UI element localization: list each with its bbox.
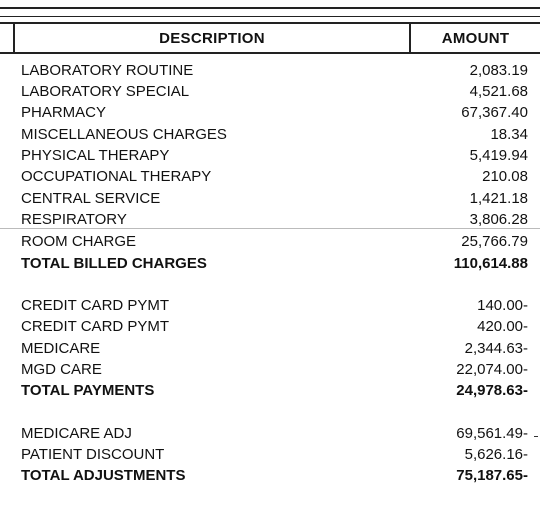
adjustment-row: [0, 425, 540, 445]
charge-description: MISCELLANEOUS CHARGES: [21, 126, 227, 143]
charge-amount: 210.08: [482, 168, 528, 185]
total-billed-charges-row: [0, 255, 540, 275]
charge-description: PHARMACY: [21, 104, 107, 121]
amount-column-header: AMOUNT: [441, 29, 510, 47]
charge-amount: 1,421.18: [469, 190, 528, 207]
charge-row: [0, 147, 540, 167]
payment-amount: 420.00-: [477, 318, 528, 335]
adjustment-row: [0, 446, 540, 466]
total-payments-amount: 24,978.63-: [456, 382, 528, 399]
payment-amount: 140.00-: [477, 297, 528, 314]
payment-row: [0, 297, 540, 317]
adjustment-amount: 5,626.16-: [464, 446, 528, 463]
charge-amount: 5,419.94: [469, 147, 528, 164]
total-adjustments-row: [0, 467, 540, 487]
payment-description: CREDIT CARD PYMT: [21, 297, 170, 314]
payment-row: [0, 318, 540, 338]
payment-amount: 2,344.63-: [464, 340, 528, 357]
total-billed-label: TOTAL BILLED CHARGES: [21, 255, 207, 272]
payment-row: [0, 361, 540, 381]
total-adjustments-amount: 75,187.65-: [456, 467, 528, 484]
top-rule: [0, 7, 540, 9]
payment-description: MGD CARE: [21, 361, 102, 378]
charge-row: [0, 62, 540, 82]
charge-description: LABORATORY ROUTINE: [21, 62, 194, 79]
charge-amount: 67,367.40: [461, 104, 528, 121]
total-adjustments-label: TOTAL ADJUSTMENTS: [21, 467, 186, 484]
charge-row: [0, 126, 540, 146]
payment-amount: 22,074.00-: [456, 361, 528, 378]
charge-amount: 3,806.28: [469, 211, 528, 228]
charge-row: [0, 83, 540, 103]
total-payments-label: TOTAL PAYMENTS: [21, 382, 155, 399]
payment-description: MEDICARE: [21, 340, 101, 357]
charge-description: CENTRAL SERVICE: [21, 190, 161, 207]
top-rule-thin: [0, 16, 540, 17]
charge-amount: 4,521.68: [469, 83, 528, 100]
adjustment-description: MEDICARE ADJ: [21, 425, 132, 442]
charge-amount: 18.34: [490, 126, 528, 143]
charge-description: PHYSICAL THERAPY: [21, 147, 170, 164]
charge-row: [0, 233, 540, 253]
charge-row: [0, 104, 540, 124]
payment-row: [0, 340, 540, 360]
adjustment-amount: 69,561.49-: [456, 425, 528, 442]
charge-amount: 2,083.19: [469, 62, 528, 79]
charge-description: RESPIRATORY: [21, 211, 127, 228]
charge-description: LABORATORY SPECIAL: [21, 83, 190, 100]
total-payments-row: [0, 382, 540, 402]
charge-row: [0, 190, 540, 210]
charge-description: OCCUPATIONAL THERAPY: [21, 168, 212, 185]
description-column-header: DESCRIPTION: [159, 29, 265, 47]
charge-description: ROOM CHARGE: [21, 233, 137, 250]
scan-speck: [534, 436, 538, 437]
table-header: [0, 22, 540, 54]
adjustment-description: PATIENT DISCOUNT: [21, 446, 165, 463]
charge-amount: 25,766.79: [461, 233, 528, 250]
charge-row: [0, 211, 540, 231]
total-billed-amount: 110,614.88: [453, 255, 528, 272]
charge-row: [0, 168, 540, 188]
payment-description: CREDIT CARD PYMT: [21, 318, 170, 335]
